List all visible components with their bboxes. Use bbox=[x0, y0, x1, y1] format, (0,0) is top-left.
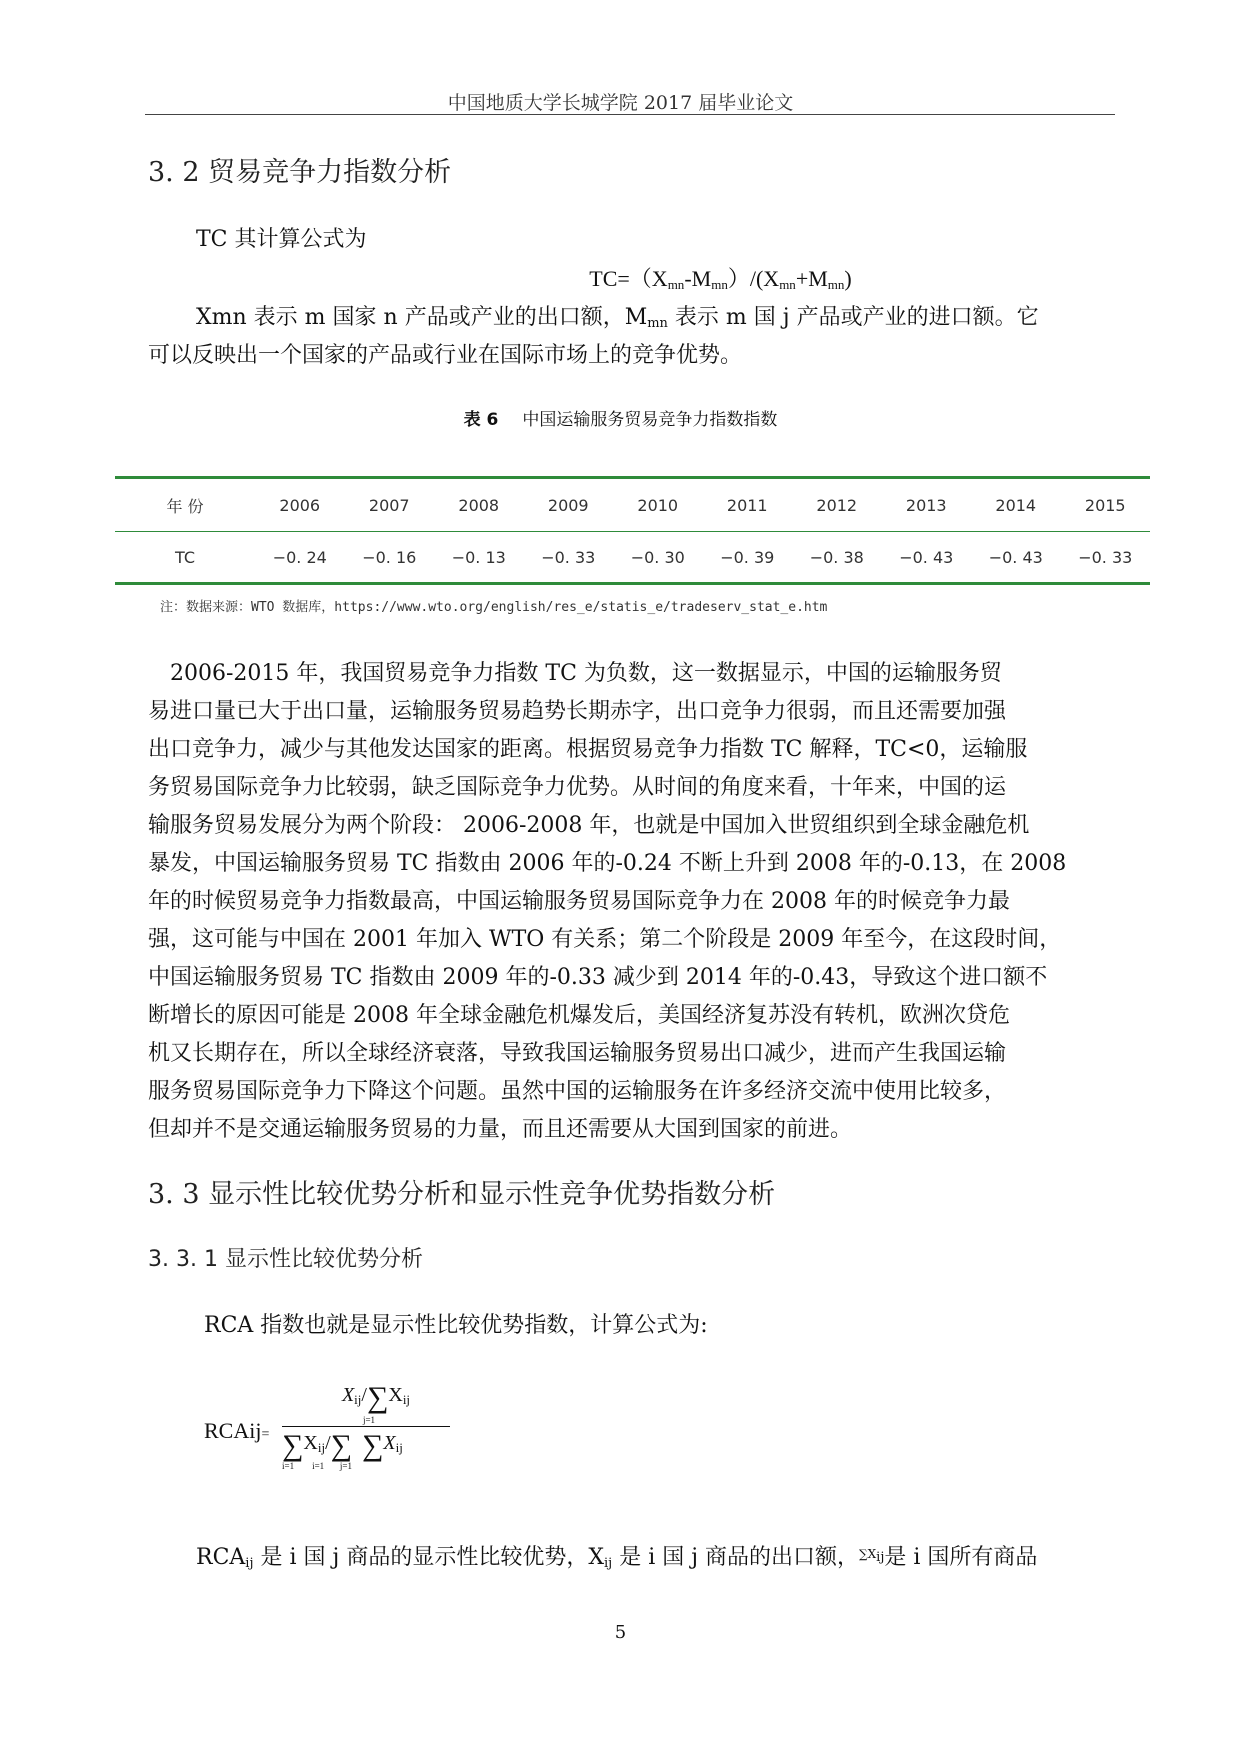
page-number: 5 bbox=[614, 1622, 627, 1643]
analysis-line: 暴发，中国运输服务贸易 TC 指数由 2006 年的-0.24 不断上升到 2008 年的-0.13，在 2008 bbox=[148, 851, 1067, 876]
rca-num-index: j=1 bbox=[362, 1415, 376, 1425]
tc-desc-line-1: Xmn 表示 m 国家 n 产品或产业的出口额，$M_{mn}$ 表示 m 国 j 产品或产业的进口额。它 bbox=[196, 305, 1039, 331]
tc-desc-line-2: 可以反映出一个国家的产品或行业在国际市场上的竞争优势。 bbox=[148, 343, 743, 368]
tc-row-label: TC bbox=[115, 532, 255, 584]
tc-formula: $TC=(X_{mn}-M_{mn})/(X_{mn}+M_{mn})$ bbox=[589, 266, 852, 292]
year-cell: 2007 bbox=[345, 478, 435, 532]
rca-denominator: $\sum X_{ij}/\sum$ $\sum X_{ij}$ i=1 i=1 j=1 bbox=[282, 1429, 450, 1471]
year-cell: 2013 bbox=[882, 478, 972, 532]
analysis-line: 但却并不是交通运输服务贸易的力量，而且还需要从大国到国家的前进。 bbox=[148, 1117, 853, 1142]
year-cell: 2011 bbox=[703, 478, 793, 532]
header-rule bbox=[145, 114, 1115, 115]
analysis-line: 出口竞争力，减少与其他发达国家的距离。根据贸易竞争力指数 TC 解释，TC<0，运输服 bbox=[148, 737, 1028, 762]
rca-definition-line: $RCA_{ij}$ 是 i 国 j 商品的显示性比较优势，$X_{ij}$ 是 i 国 j 商品的出口额，$^{\sum X_{ij}}$是 i 国所有商品 bbox=[196, 1545, 1038, 1571]
tc-value-cell: −0. 33 bbox=[1061, 532, 1151, 584]
tc-value-cell: −0. 13 bbox=[434, 532, 524, 584]
year-cell: 2012 bbox=[792, 478, 882, 532]
section-3-2-title: 3. 2 贸易竞争力指数分析 bbox=[148, 157, 452, 188]
tc-value-cell: −0. 43 bbox=[882, 532, 972, 584]
year-cell: 2008 bbox=[434, 478, 524, 532]
tc-table bbox=[115, 476, 1150, 585]
table-row bbox=[115, 478, 1150, 532]
rca-den-indices: i=1 i=1 j=1 bbox=[282, 1461, 352, 1471]
tc-value-cell: −0. 38 bbox=[792, 532, 882, 584]
analysis-line: 服务贸易国际竞争力下降这个问题。虽然中国的运输服务在许多经济交流中使用比较多， bbox=[148, 1079, 1007, 1104]
table-note: 注：数据来源：WTO 数据库，https://www.wto.org/english/res_e/statis_e/tradeserv_stat_e.htm bbox=[160, 600, 828, 615]
section-3-3-1-title: 3. 3. 1 显示性比较优势分析 bbox=[148, 1247, 423, 1272]
table-caption: 表 6 中国运输服务贸易竞争力指数指数 bbox=[463, 410, 778, 430]
year-cell: 2014 bbox=[971, 478, 1061, 532]
year-cell: 2006 bbox=[255, 478, 345, 532]
analysis-line: 断增长的原因可能是 2008 年全球金融危机爆发后，美国经济复苏没有转机，欧洲次贷危 bbox=[148, 1003, 1010, 1028]
year-header-label: 年 份 bbox=[115, 478, 255, 532]
analysis-line: 中国运输服务贸易 TC 指数由 2009 年的-0.33 减少到 2014 年的-0.43，导致这个进口额不 bbox=[148, 965, 1048, 990]
rca-intro: RCA 指数也就是显示性比较优势指数，计算公式为: bbox=[204, 1313, 708, 1338]
tc-value-cell: −0. 16 bbox=[345, 532, 435, 584]
section-3-3-title: 3. 3 显示性比较优势分析和显示性竞争优势指数分析 bbox=[148, 1179, 776, 1210]
analysis-line: 输服务贸易发展分为两个阶段： 2006-2008 年，也就是中国加入世贸组织到全球金融危机 bbox=[148, 813, 1030, 838]
tc-intro: TC 其计算公式为 bbox=[196, 227, 367, 252]
year-cell: 2010 bbox=[613, 478, 703, 532]
table-row bbox=[115, 532, 1150, 584]
rca-formula-fraction bbox=[282, 1380, 450, 1471]
year-cell: 2015 bbox=[1061, 478, 1151, 532]
tc-value-cell: −0. 39 bbox=[703, 532, 793, 584]
analysis-line: 2006-2015 年，我国贸易竞争力指数 TC 为负数，这一数据显示，中国的运输服务贸 bbox=[148, 661, 1002, 686]
analysis-line: 强，这可能与中国在 2001 年加入 WTO 有关系；第二个阶段是 2009 年至今，在这段时间， bbox=[148, 927, 1062, 952]
tc-value-cell: −0. 43 bbox=[971, 532, 1061, 584]
analysis-line: 年的时候贸易竞争力指数最高，中国运输服务贸易国际竞争力在 2008 年的时候竞争力最 bbox=[148, 889, 1010, 914]
tc-value-cell: −0. 24 bbox=[255, 532, 345, 584]
rca-numerator: $X_{ij}/\sum X_{ij}$ j=1 bbox=[282, 1380, 450, 1424]
tc-value-cell: −0. 30 bbox=[613, 532, 703, 584]
rca-formula-lhs: RCAij= bbox=[204, 1418, 270, 1443]
analysis-line: 机又长期存在，所以全球经济衰落，导致我国运输服务贸易出口减少，进而产生我国运输 bbox=[148, 1041, 1007, 1066]
year-cell: 2009 bbox=[524, 478, 614, 532]
analysis-line: 务贸易国际竞争力比较弱，缺乏国际竞争力优势。从时间的角度来看，十年来，中国的运 bbox=[148, 775, 1007, 800]
tc-value-cell: −0. 33 bbox=[524, 532, 614, 584]
analysis-line: 易进口量已大于出口量，运输服务贸易趋势长期赤字，出口竞争力很弱，而且还需要加强 bbox=[148, 699, 1007, 724]
running-header: 中国地质大学长城学院 2017 届毕业论文 bbox=[447, 92, 794, 114]
